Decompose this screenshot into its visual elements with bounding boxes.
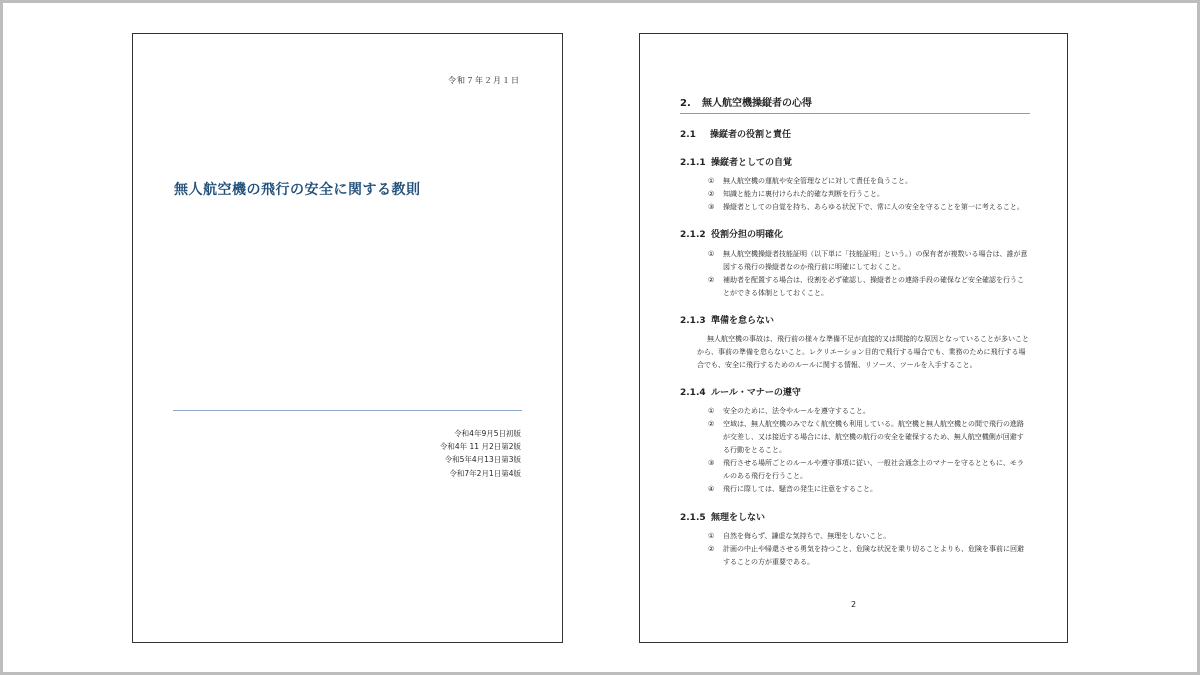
item-list: [708, 530, 1030, 569]
list-item: [708, 530, 1030, 543]
item-text: 飛行に際しては、騒音の発生に注意をすること。: [723, 485, 877, 493]
subsection-number: 2.1.4: [680, 388, 706, 398]
edition-history: [440, 427, 521, 480]
list-item: [708, 457, 1030, 483]
chapter-title: 無人航空機操縦者の心得: [702, 98, 812, 109]
subsection-heading: [680, 510, 765, 523]
item-marker: ④: [708, 485, 715, 493]
body-paragraph: 無人航空機の事故は、飛行前の様々な準備不足が直接的又は間接的な原因となっていることが多いことから、事前の準備を怠らないこと。レクリエーション目的で飛行する場合でも、業務のために飛行する場合でも、安全に飛行するためのルールに関する情報、リソース、ツールを入手すること。: [697, 335, 1029, 369]
item-text: 知識と能力に裏付けられた的確な判断を行うこと。: [723, 190, 884, 198]
item-marker: ③: [708, 459, 715, 467]
subsection-heading: [680, 227, 783, 240]
subsection-title: 役割分担の明確化: [711, 230, 784, 240]
item-marker: ②: [708, 545, 715, 553]
item-marker: ①: [708, 407, 715, 415]
subsection-number: 2.1.1: [680, 158, 706, 168]
item-marker: ①: [708, 177, 715, 185]
subsection-number: 2.1.5: [680, 513, 706, 523]
subsection-heading: [680, 155, 792, 168]
item-text: 無人航空機の運航や安全管理などに対して責任を負うこと。: [723, 177, 912, 185]
page-number: 2: [850, 600, 857, 609]
item-marker: ②: [708, 190, 715, 198]
item-list: [708, 248, 1030, 300]
subsection-heading: [680, 385, 801, 398]
list-item: [708, 175, 1030, 188]
item-text: 安全のために、法令やルールを遵守すること。: [723, 407, 870, 415]
cover-divider: [173, 410, 522, 411]
item-marker: ①: [708, 532, 715, 540]
list-item: [708, 274, 1030, 300]
item-marker: ①: [708, 250, 715, 258]
list-item: [708, 483, 1030, 496]
subsection-title: ルール・マナーの遵守: [711, 388, 801, 398]
edition-line: 令和4年9月5日初版: [454, 429, 521, 438]
list-item: [708, 405, 1030, 418]
subsection-title: 操縦者としての自覚: [711, 158, 793, 168]
item-text: 自然を侮らず、謙虚な気持ちで、無理をしないこと。: [723, 532, 891, 540]
item-list: [708, 405, 1030, 496]
edition-line: 令和5年4月13日第3版: [444, 455, 521, 465]
chapter-heading: [680, 94, 1030, 114]
item-text: 空域は、無人航空機のみでなく航空機も利用している。航空機と無人航空機との間で飛行の進路が交差し、又は接近する場合には、航空機の航行の安全を確保するため、無人航空機側が回避する行動をとること。: [723, 420, 1024, 454]
subsection-title: 準備を怠らない: [711, 316, 775, 326]
subsection-number: 2.1.3: [680, 316, 706, 326]
item-marker: ②: [708, 420, 715, 428]
list-item: [708, 418, 1030, 457]
item-text: 無人航空機操縦者技能証明（以下単に「技能証明」という。）の保有者が複数いる場合は、誰が意図する飛行の操縦者なのか飛行前に明確にしておくこと。: [723, 250, 1028, 271]
item-marker: ③: [708, 203, 715, 211]
edition-line: 令和7年2月1日第4版: [449, 468, 521, 478]
list-item: [708, 543, 1030, 569]
item-text: 補助者を配置する場合は、役割を必ず確認し、操縦者との連絡手段の確保など安全確認を行うことができる体制としておくこと。: [723, 276, 1024, 297]
item-text: 飛行させる場所ごとのルールや遵守事項に従い、一般社会通念上のマナーを守るとともに、モラルのある飛行を行うこと。: [723, 459, 1024, 480]
section-title: 操縦者の役割と責任: [710, 130, 792, 140]
edition-line: 令和4年 11 月2日第2版: [439, 442, 521, 452]
subsection-title: 無理をしない: [711, 513, 766, 523]
list-item: [708, 188, 1030, 201]
cover-title: 無人航空機の飛行の安全に関する教則: [174, 182, 421, 198]
section-number: 2.1: [680, 130, 696, 140]
item-text: 操縦者としての自覚を持ち、あらゆる状況下で、常に人の安全を守ることを第一に考えること。: [723, 203, 1024, 211]
content-page: [639, 33, 1068, 643]
list-item: [708, 248, 1030, 274]
list-item: [708, 201, 1030, 214]
cover-page: [132, 33, 563, 643]
subsection-heading: [680, 313, 774, 326]
section-heading: [680, 127, 791, 140]
item-list: [708, 175, 1030, 214]
chapter-number: 2.: [680, 98, 691, 109]
item-text: 計画の中止や帰還させる勇気を持つこと、危険な状況を乗り切ることよりも、危険を事前に回避することの方が重要である。: [723, 545, 1024, 566]
cover-date: 令和７年２月１日: [448, 76, 520, 85]
item-marker: ②: [708, 276, 715, 284]
subsection-number: 2.1.2: [680, 230, 706, 240]
